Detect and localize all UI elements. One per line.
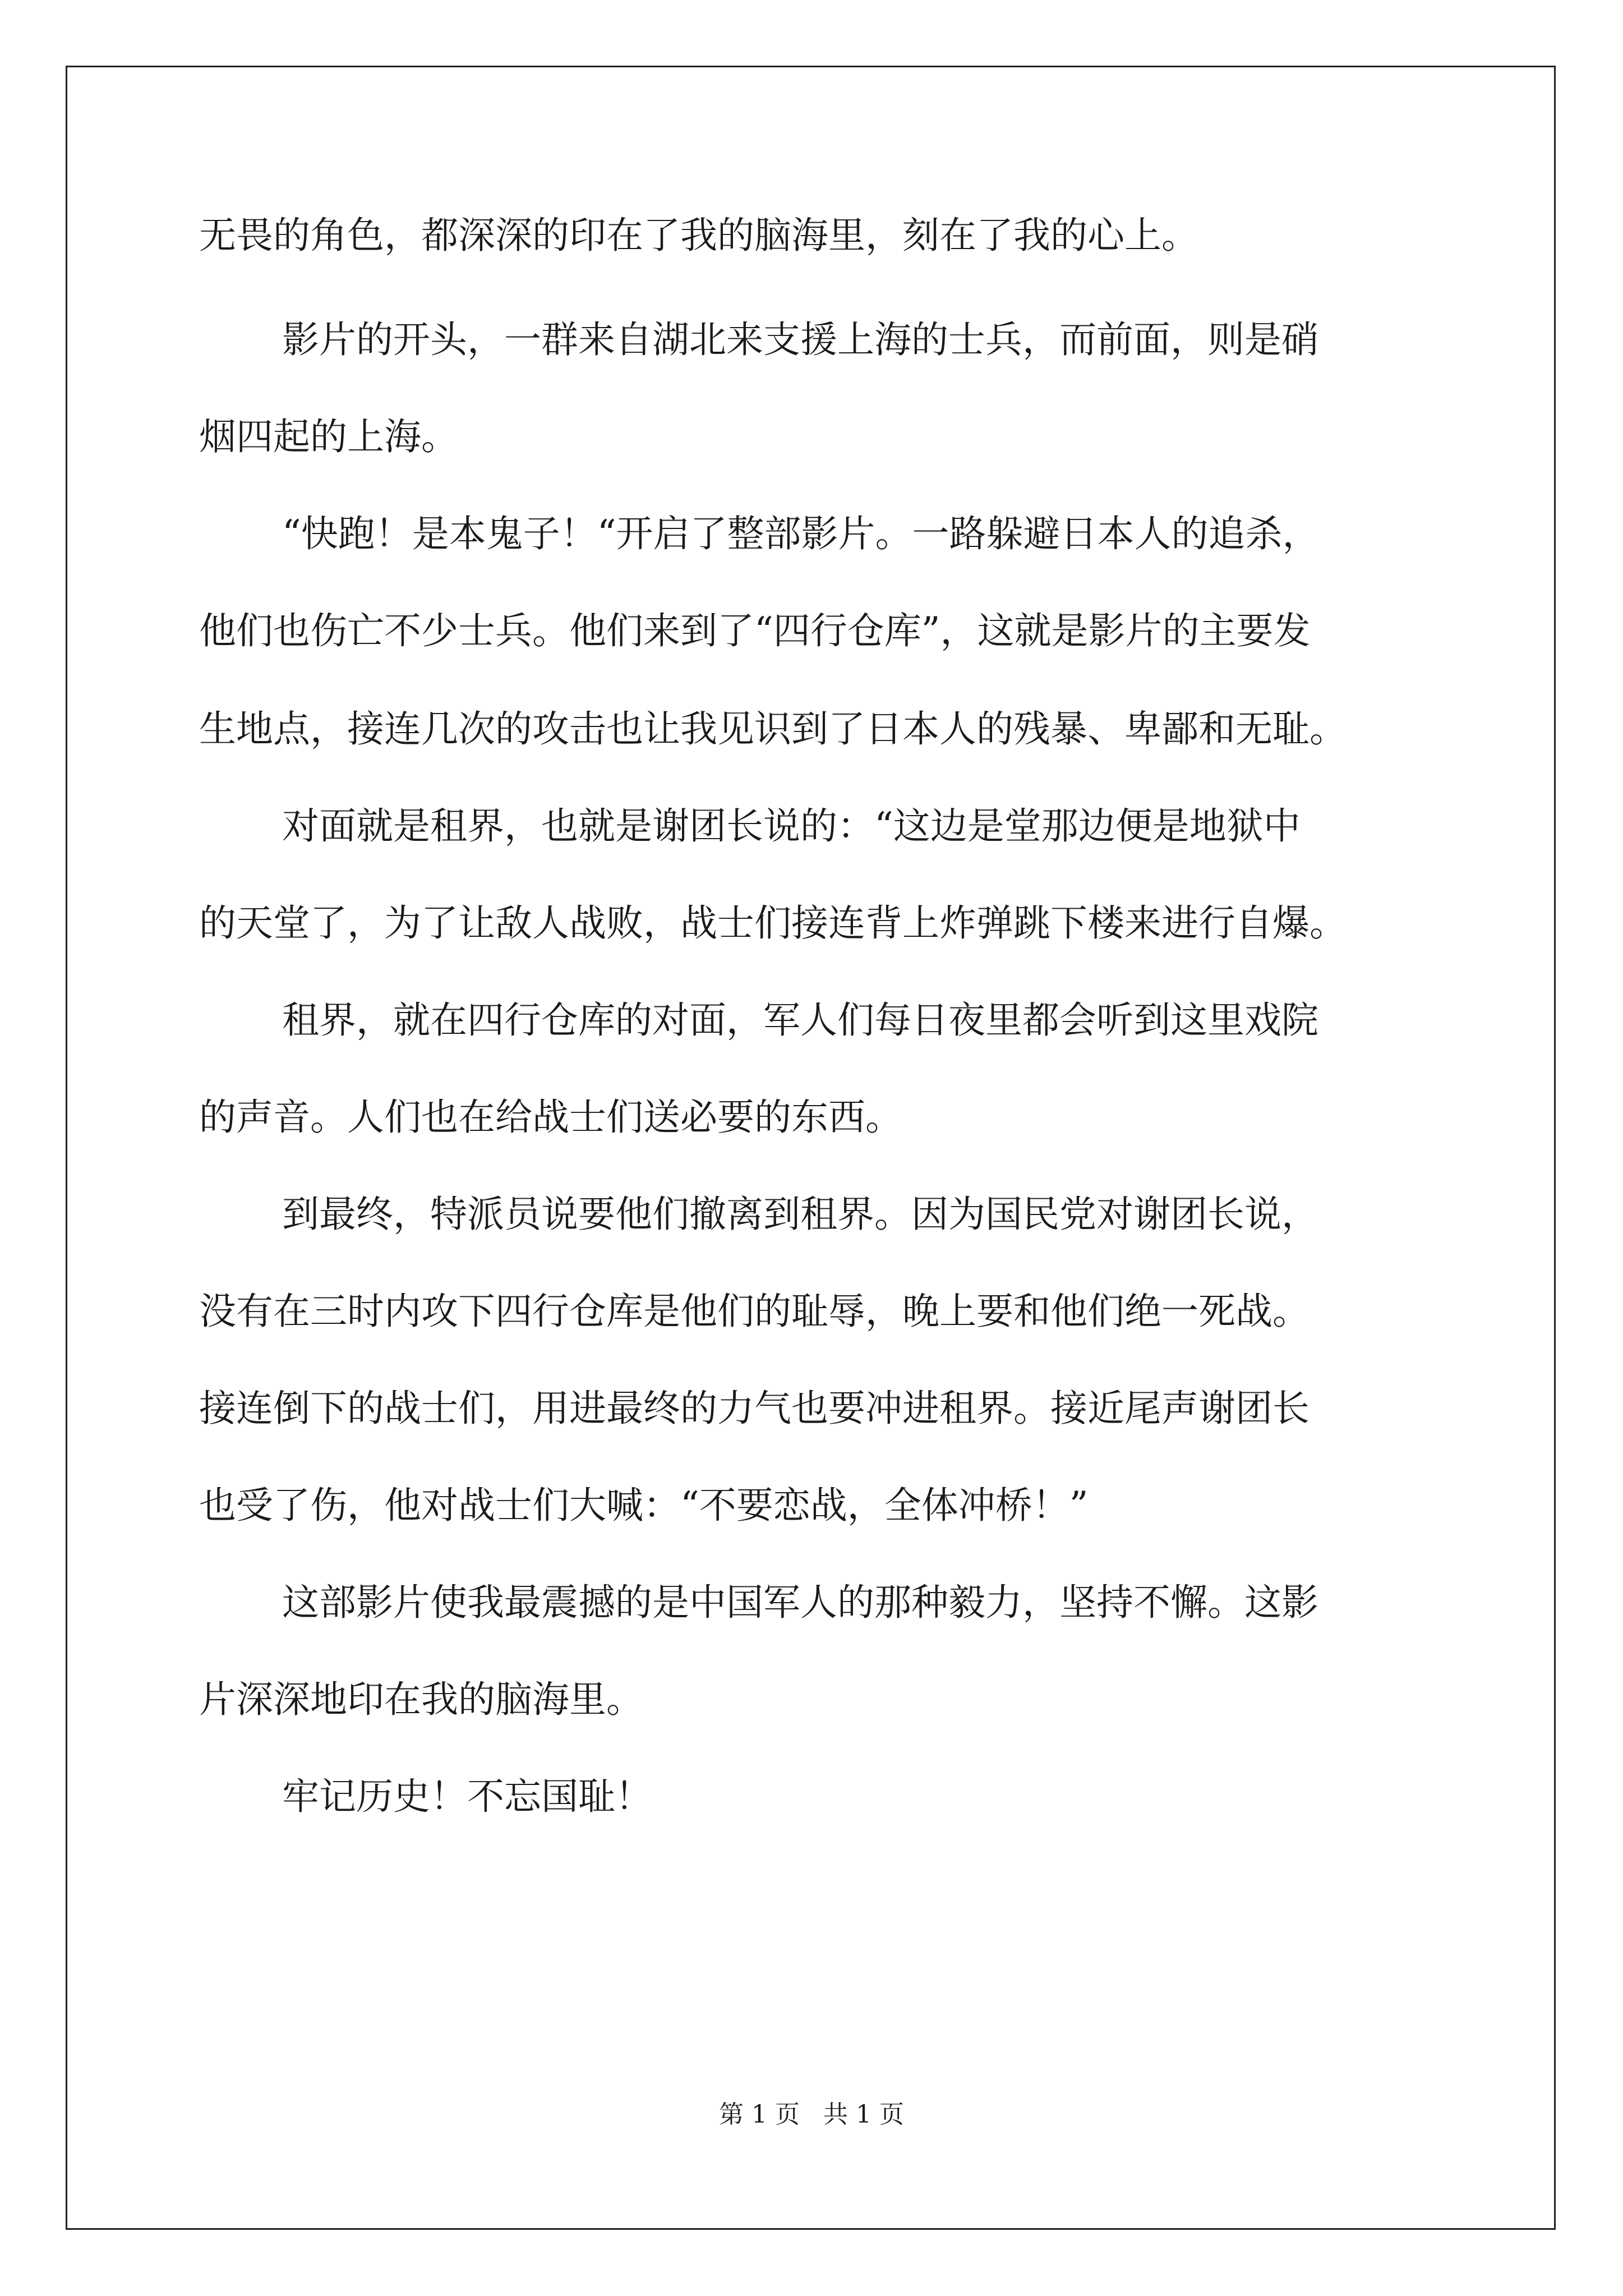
- text-line: 他们也伤亡不少士兵。他们来到了“四行仓库”，这就是影片的主要发: [199, 609, 1311, 652]
- text-line: 也受了伤，他对战士们大喊：“不要恋战，全体冲桥！”: [199, 1484, 1089, 1527]
- text-line: 无畏的角色，都深深的印在了我的脑海里，刻在了我的心上。: [199, 214, 1198, 257]
- page-footer: 第 1 页 共 1 页: [719, 2100, 904, 2129]
- text-line: “快跑！是本鬼子！“开启了整部影片。一路躲避日本人的追杀，: [282, 512, 1320, 555]
- text-line: 没有在三时内攻下四行仓库是他们的耻辱，晚上要和他们绝一死战。: [199, 1290, 1310, 1333]
- text-line: 影片的开头，一群来自湖北来支援上海的士兵，而前面，则是硝: [282, 318, 1318, 361]
- text-line: 的声音。人们也在给战士们送必要的东西。: [199, 1096, 902, 1139]
- text-line: 的天堂了，为了让敌人战败，战士们接连背上炸弹跳下楼来进行自爆。: [199, 901, 1347, 945]
- text-line: 片深深地印在我的脑海里。: [199, 1678, 643, 1721]
- text-line: 这部影片使我最震撼的是中国军人的那种毅力，坚持不懈。这影: [282, 1581, 1318, 1624]
- text-line: 到最终，特派员说要他们撤离到租界。因为国民党对谢团长说，: [282, 1193, 1318, 1236]
- text-line: 烟四起的上海。: [199, 415, 458, 458]
- text-line: 接连倒下的战士们，用进最终的力气也要冲进租界。接近尾声谢团长: [199, 1387, 1310, 1430]
- text-line: 对面就是租界，也就是谢团长说的：“这边是堂那边便是地狱中: [282, 804, 1301, 848]
- page-border: [66, 66, 1556, 2230]
- text-line: 租界，就在四行仓库的对面，军人们每日夜里都会听到这里戏院: [282, 999, 1318, 1042]
- text-line: 牢记历史！不忘国耻！: [282, 1775, 652, 1818]
- text-line: 生地点，接连几次的攻击也让我见识到了日本人的残暴、卑鄙和无耻。: [199, 707, 1347, 751]
